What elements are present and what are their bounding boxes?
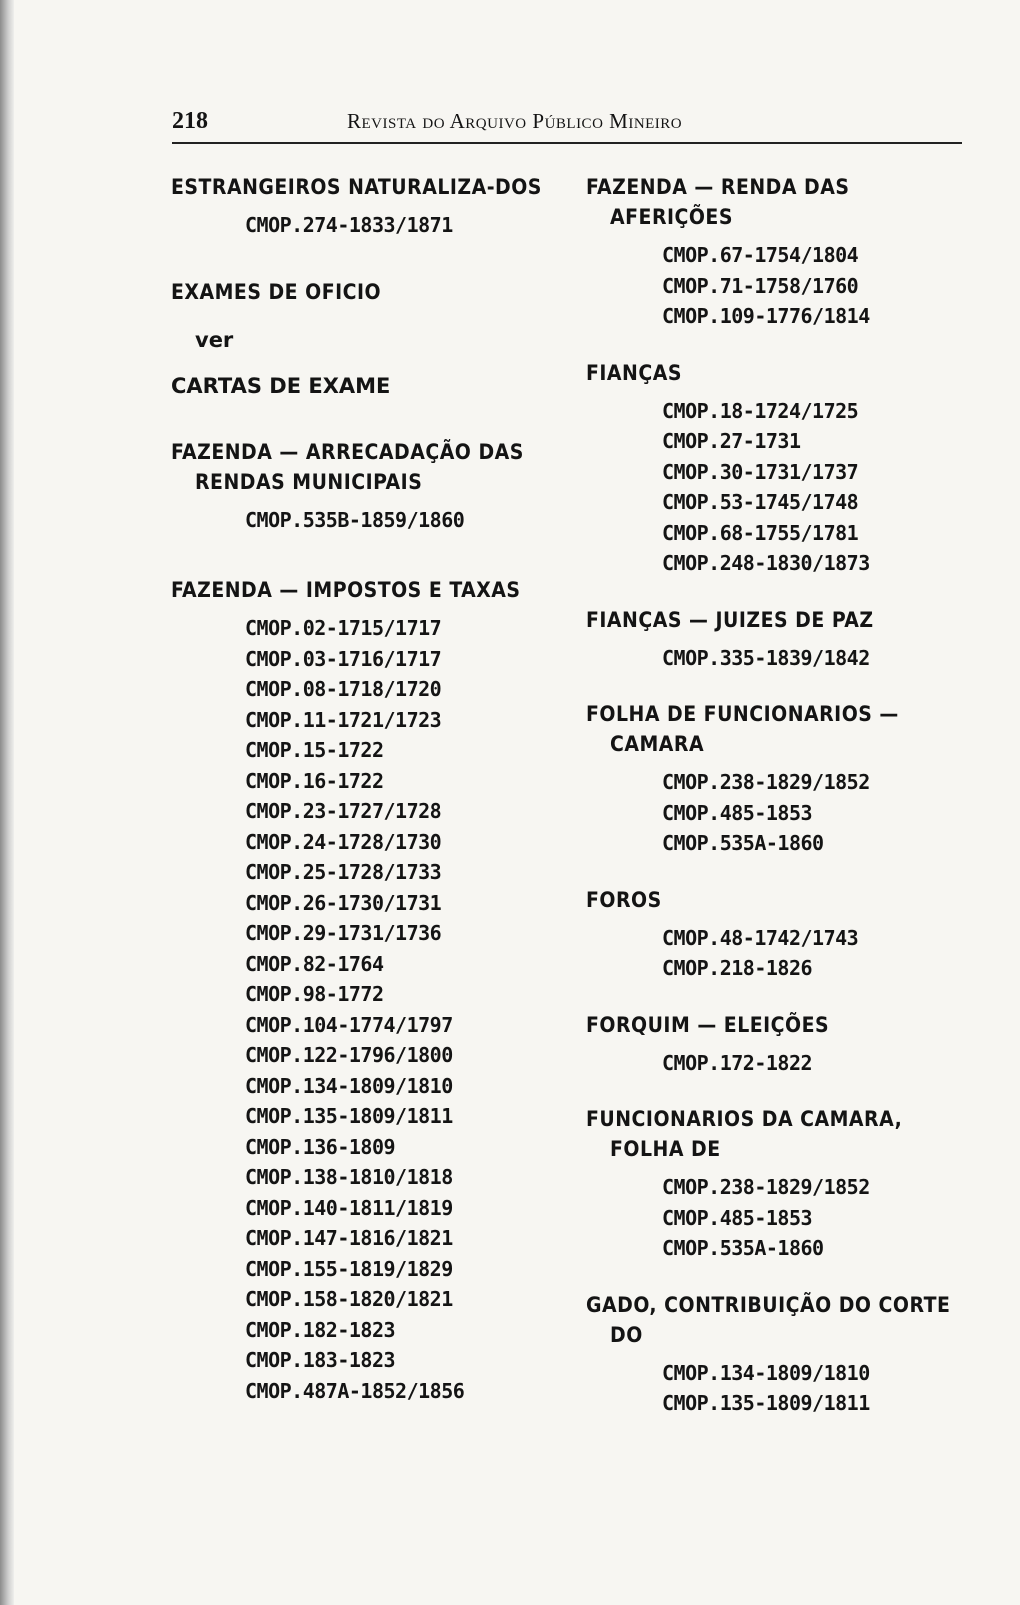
index-entry <box>586 1010 976 1079</box>
reference-code: CMOP.104-1774/1797 <box>245 1012 453 1037</box>
reference-list <box>586 1358 976 1419</box>
reference-code: CMOP.182-1823 <box>245 1317 396 1342</box>
page-binding-edge <box>0 0 14 1605</box>
reference-code: CMOP.122-1796/1800 <box>245 1043 453 1067</box>
entry-heading: FIANÇAS <box>586 360 682 385</box>
entry-heading: ESTRANGEIROS NATURALIZA-DOS <box>171 175 542 199</box>
reference-code: CMOP.16-1722 <box>245 768 384 793</box>
index-entry <box>171 277 561 401</box>
reference-code: CMOP.48-1742/1743 <box>662 925 859 950</box>
index-entry <box>586 699 976 859</box>
index-entry <box>586 172 976 332</box>
reference-code: CMOP.238-1829/1852 <box>662 1175 870 1199</box>
reference-code: CMOP.218-1826 <box>662 956 813 980</box>
reference-code: CMOP.25-1728/1733 <box>245 860 442 884</box>
reference-code: CMOP.18-1724/1725 <box>662 398 859 423</box>
reference-code: CMOP.485-1853 <box>662 800 813 825</box>
reference-code: CMOP.535A-1860 <box>662 1236 824 1260</box>
reference-code: CMOP.23-1727/1728 <box>245 799 442 823</box>
entry-heading: FIANÇAS — JUIZES DE PAZ <box>586 607 874 632</box>
reference-code: CMOP.53-1745/1748 <box>662 490 859 514</box>
reference-list <box>586 923 976 984</box>
entry-heading: FAZENDA — RENDA DAS AFERIÇÕES <box>586 175 850 229</box>
reference-list <box>171 613 561 1406</box>
entry-heading: FOLHA DE FUNCIONARIOS — CAMARA <box>586 702 899 756</box>
index-entry <box>586 1104 976 1264</box>
running-title: Revista do Arquivo Público Mineiro <box>347 109 683 133</box>
reference-code: CMOP.158-1820/1821 <box>245 1287 453 1311</box>
reference-code: CMOP.134-1809/1810 <box>662 1360 870 1385</box>
index-entry <box>586 358 976 579</box>
reference-code: CMOP.535B-1859/1860 <box>245 507 465 532</box>
reference-code: CMOP.335-1839/1842 <box>662 645 870 670</box>
reference-code: CMOP.183-1823 <box>245 1348 396 1372</box>
header-rule <box>172 142 962 144</box>
reference-code: CMOP.02-1715/1717 <box>245 616 442 640</box>
reference-list <box>586 1172 976 1264</box>
reference-code: CMOP.155-1819/1829 <box>245 1256 453 1281</box>
reference-list <box>586 240 976 332</box>
entry-heading: FAZENDA — IMPOSTOS E TAXAS <box>171 578 521 602</box>
entry-heading: FUNCIONARIOS DA CAMARA, FOLHA DE <box>586 1107 903 1161</box>
page-number: 218 <box>172 108 208 134</box>
reference-code: CMOP.68-1755/1781 <box>662 520 859 545</box>
reference-code: CMOP.82-1764 <box>245 951 384 976</box>
entry-heading: GADO, CONTRIBUIÇÃO DO CORTE DO <box>586 1292 951 1347</box>
reference-code: CMOP.30-1731/1737 <box>662 459 859 484</box>
reference-code: CMOP.29-1731/1736 <box>245 921 442 945</box>
reference-code: CMOP.138-1810/1818 <box>245 1165 453 1189</box>
index-entry <box>586 1290 976 1419</box>
reference-list <box>171 505 561 536</box>
reference-code: CMOP.140-1811/1819 <box>245 1195 453 1220</box>
reference-list <box>586 767 976 859</box>
reference-code: CMOP.487A-1852/1856 <box>245 1378 465 1403</box>
reference-code: CMOP.26-1730/1731 <box>245 890 442 915</box>
entry-heading: FOROS <box>586 887 662 912</box>
reference-code: CMOP.248-1830/1873 <box>662 551 870 575</box>
reference-code: CMOP.134-1809/1810 <box>245 1073 453 1098</box>
reference-code: CMOP.71-1758/1760 <box>662 273 859 298</box>
page-header <box>172 108 962 142</box>
see-reference-target: CARTAS DE EXAME <box>171 373 391 398</box>
reference-code: CMOP.135-1809/1811 <box>245 1104 453 1128</box>
reference-code: CMOP.08-1718/1720 <box>245 677 442 701</box>
reference-list <box>586 396 976 579</box>
reference-code: CMOP.03-1716/1717 <box>245 646 442 671</box>
index-entry <box>171 575 561 1406</box>
reference-code: CMOP.15-1722 <box>245 738 384 762</box>
reference-code: CMOP.11-1721/1723 <box>245 707 442 732</box>
entry-heading: EXAMES DE OFICIO <box>171 279 382 304</box>
reference-code: CMOP.136-1809 <box>245 1134 396 1159</box>
reference-code: CMOP.485-1853 <box>662 1205 813 1230</box>
reference-code: CMOP.274-1833/1871 <box>245 213 453 237</box>
index-entry <box>171 172 561 241</box>
reference-code: CMOP.135-1809/1811 <box>662 1391 870 1415</box>
reference-list <box>171 210 561 241</box>
reference-code: CMOP.67-1754/1804 <box>662 243 859 267</box>
index-entry <box>586 605 976 674</box>
reference-code: CMOP.238-1829/1852 <box>662 770 870 794</box>
entry-heading: FORQUIM — ELEIÇÕES <box>586 1012 830 1037</box>
see-reference-word: ver <box>195 327 234 352</box>
reference-code: CMOP.98-1772 <box>245 982 384 1006</box>
reference-list <box>586 643 976 674</box>
index-entry <box>171 437 561 536</box>
reference-code: CMOP.109-1776/1814 <box>662 304 870 328</box>
reference-code: CMOP.535A-1860 <box>662 831 824 855</box>
reference-list <box>586 1048 976 1079</box>
right-column <box>586 172 976 1445</box>
index-entry <box>586 885 976 984</box>
reference-code: CMOP.147-1816/1821 <box>245 1226 453 1250</box>
reference-code: CMOP.172-1822 <box>662 1050 813 1075</box>
left-column <box>171 172 561 1436</box>
reference-code: CMOP.27-1731 <box>662 429 801 453</box>
reference-code: CMOP.24-1728/1730 <box>245 829 442 854</box>
entry-heading: FAZENDA — ARRECADAÇÃO DAS RENDAS MUNICIPAIS <box>171 439 524 494</box>
